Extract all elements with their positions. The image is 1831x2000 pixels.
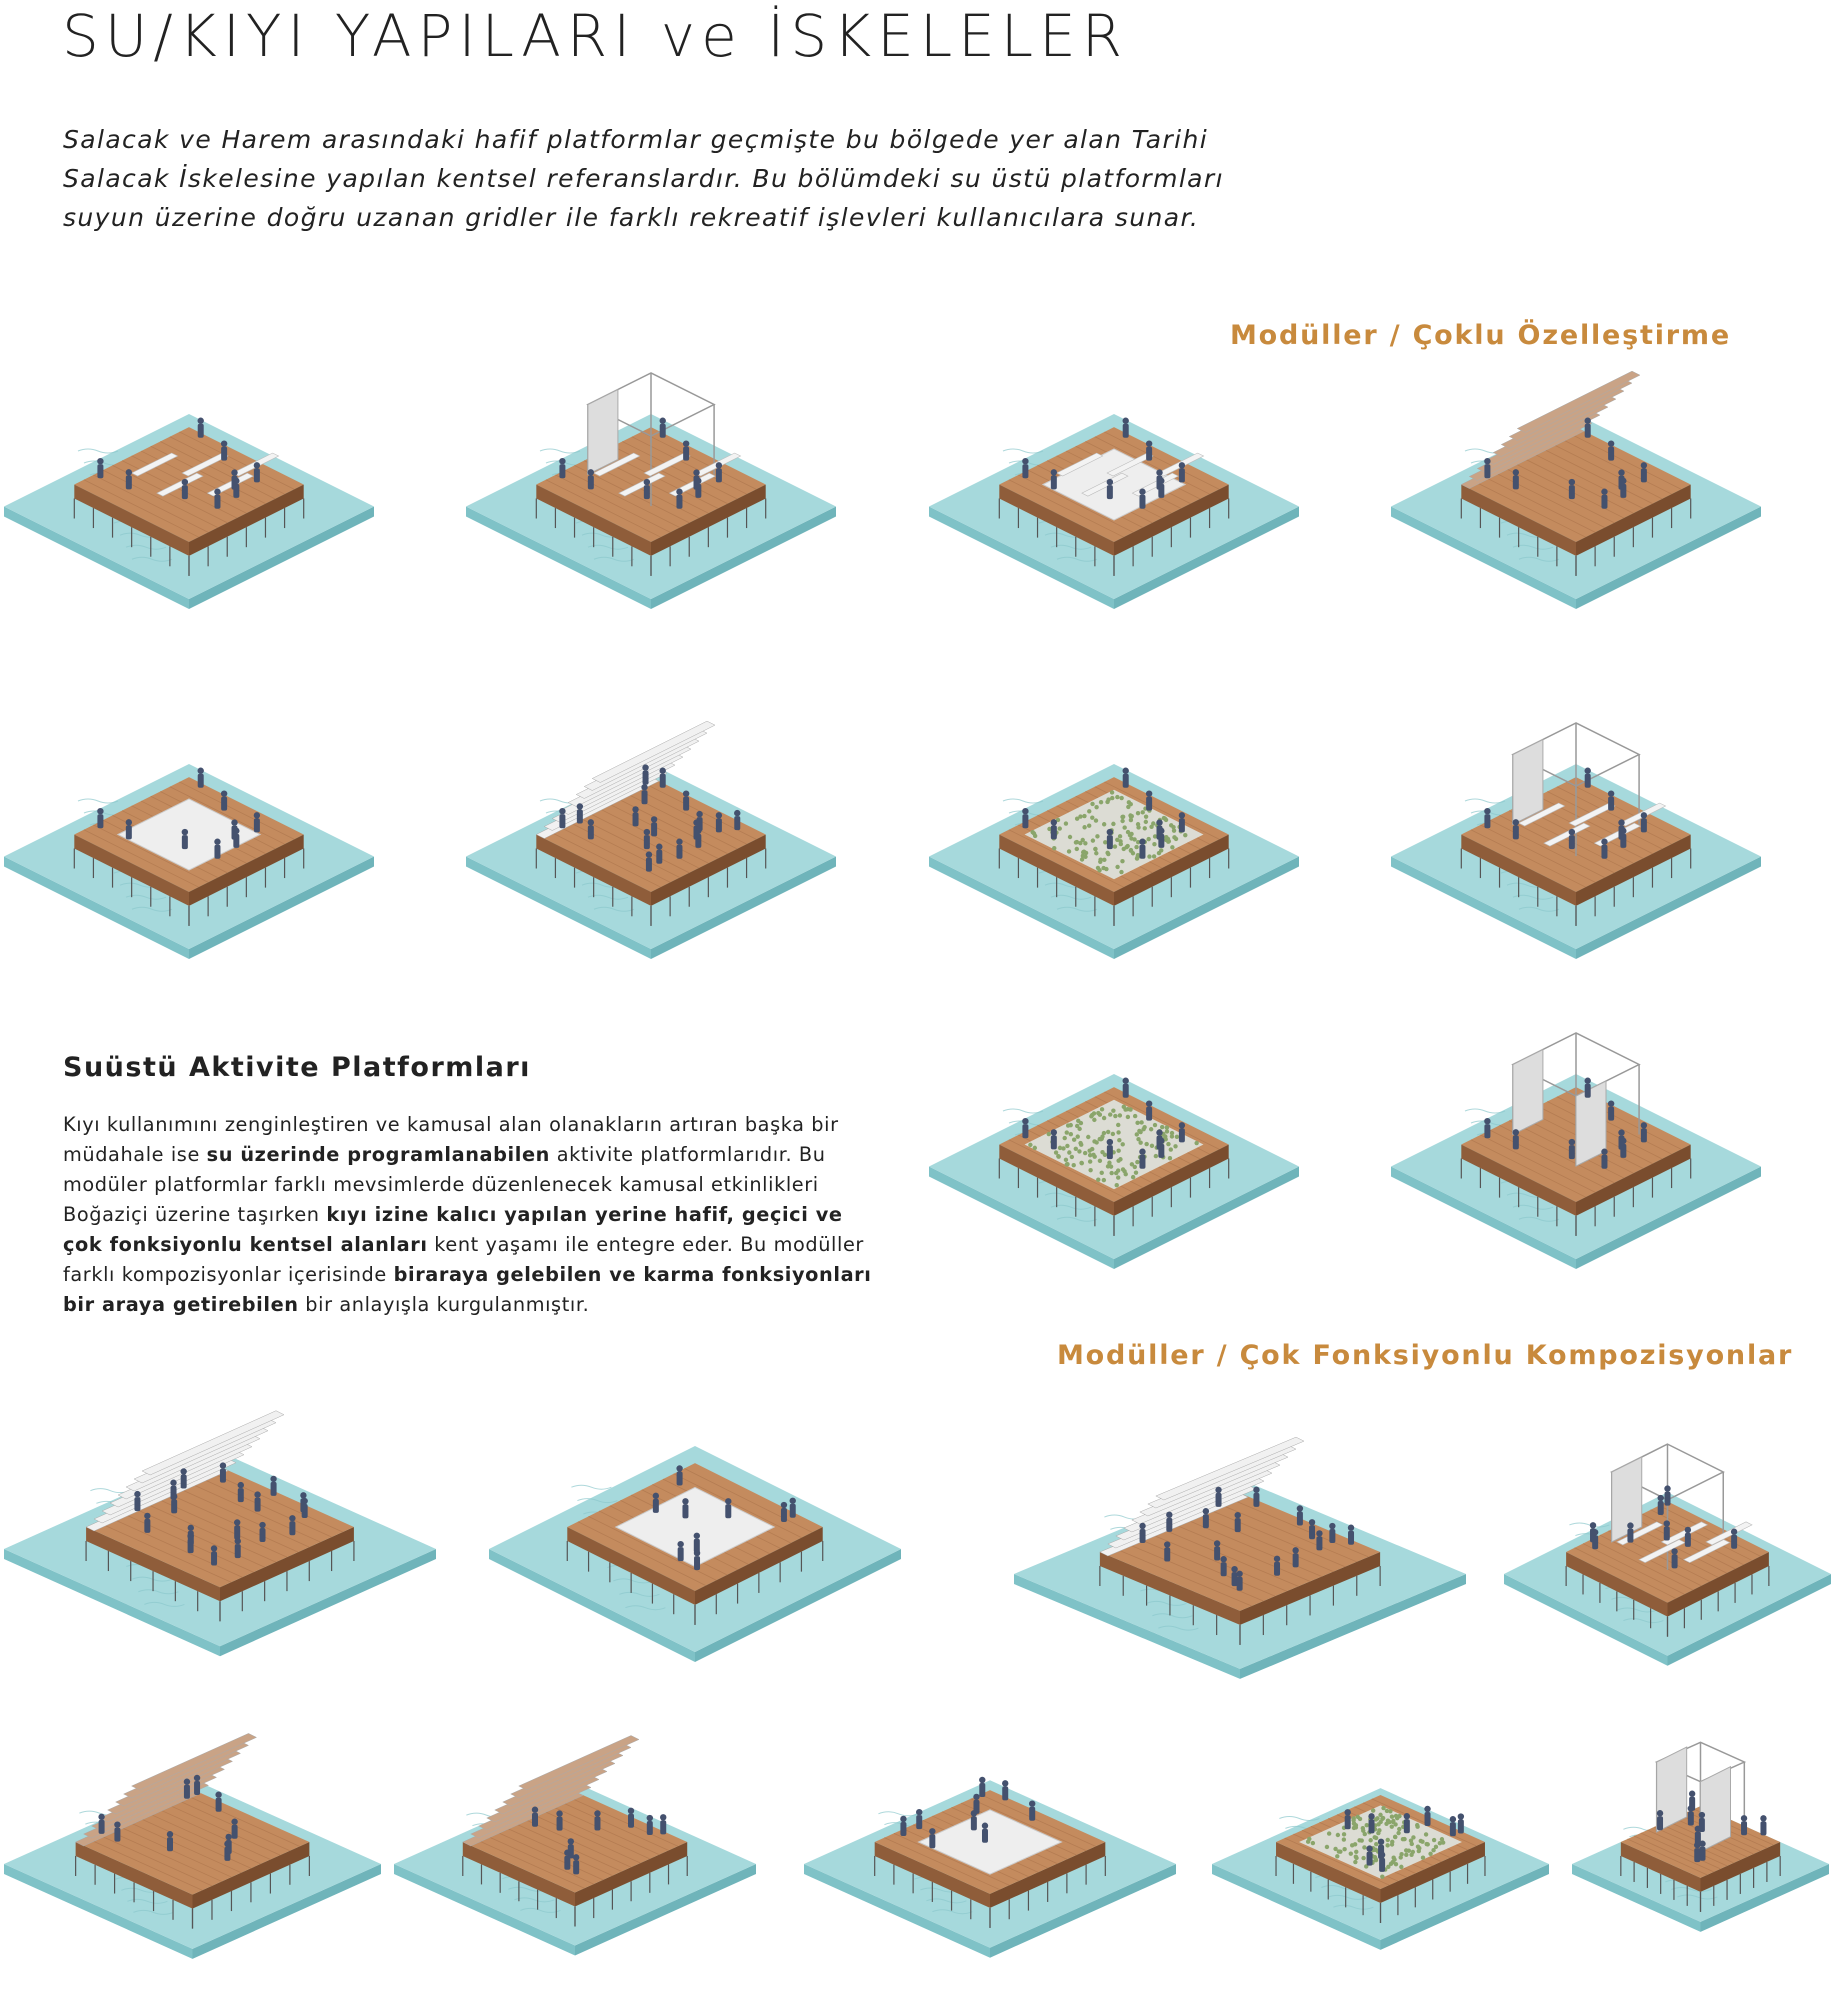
intro-line: suyun üzerine doğru uzanan gridler ile farklı rekreatif işlevleri kullanıcılara sunar. [63, 203, 1200, 232]
intro-paragraph [63, 120, 1333, 237]
section-title-compositions: Modüller / Çok Fonksiyonlu Kompozisyonlar [1057, 1340, 1794, 1371]
activity-text: kent yaşamı ile entegre eder. Bu modüller farklı kompozisyonlar içerisinde [63, 1233, 864, 1286]
composition-sports-tribune [0, 1400, 440, 1710]
module-stepped-seating [1387, 370, 1765, 655]
composition-frame-benches [1500, 1450, 1831, 1710]
composition-stairs-garden [0, 1745, 385, 1995]
activity-heading: Suüstü Aktivite Platformları [63, 1052, 531, 1083]
intro-line: Salacak ve Harem arasındaki hafif platformlar geçmişte bu bölgede yer alan Tarihi [63, 125, 1209, 154]
activity-text: Kıyı kullanımını zenginleştiren ve kamusal alan olanakların artıran başka bir müdahale ise [63, 1113, 839, 1166]
composition-court-garden [800, 1745, 1180, 1995]
composition-rooms [1568, 1760, 1831, 1980]
module-garden [925, 720, 1303, 1005]
module-rooms [1387, 1030, 1765, 1315]
intro-line: Salacak İskelesine yapılan kentsel referanslardır. Bu bölümdeki su üstü platformları [63, 164, 1224, 193]
composition-stairs-frame [390, 1745, 760, 1995]
section-title-customization: Modüller / Çoklu Özelleştirme [1230, 320, 1731, 351]
composition-garden-plaza [1208, 1745, 1553, 1995]
activity-text-bold: kıyı izine kalıcı yapılan yerine hafif, geçici ve çok fonksiyonlu kentsel alanları [63, 1203, 843, 1256]
module-tribune [462, 720, 840, 1005]
module-court [0, 720, 378, 1005]
activity-text-bold: su üzerinde programlanabilen [206, 1143, 550, 1166]
activity-text-bold: biraraya gelebilen ve karma fonksiyonları bir araya getirebilen [63, 1263, 872, 1316]
module-plaza [925, 370, 1303, 655]
composition-long-platform [1010, 1430, 1470, 1730]
module-benches [0, 370, 378, 655]
composition-court-network [485, 1400, 905, 1710]
activity-text: aktivite platformlarıdır. Bu modüler platformlar farklı mevsimlerde düzenlenecek kamusal etkinlikleri Boğaziçi üzerine taşırken [63, 1143, 826, 1226]
module-l-shape [925, 1030, 1303, 1315]
activity-text: bir anlayışla kurgulanmıştır. [298, 1293, 590, 1316]
page-title: SU/KIYI YAPILARI ve İSKELELER [62, 2, 1129, 70]
module-frame-pavilion [462, 370, 840, 655]
activity-description [63, 1110, 878, 1320]
module-frame-benches [1387, 720, 1765, 1005]
